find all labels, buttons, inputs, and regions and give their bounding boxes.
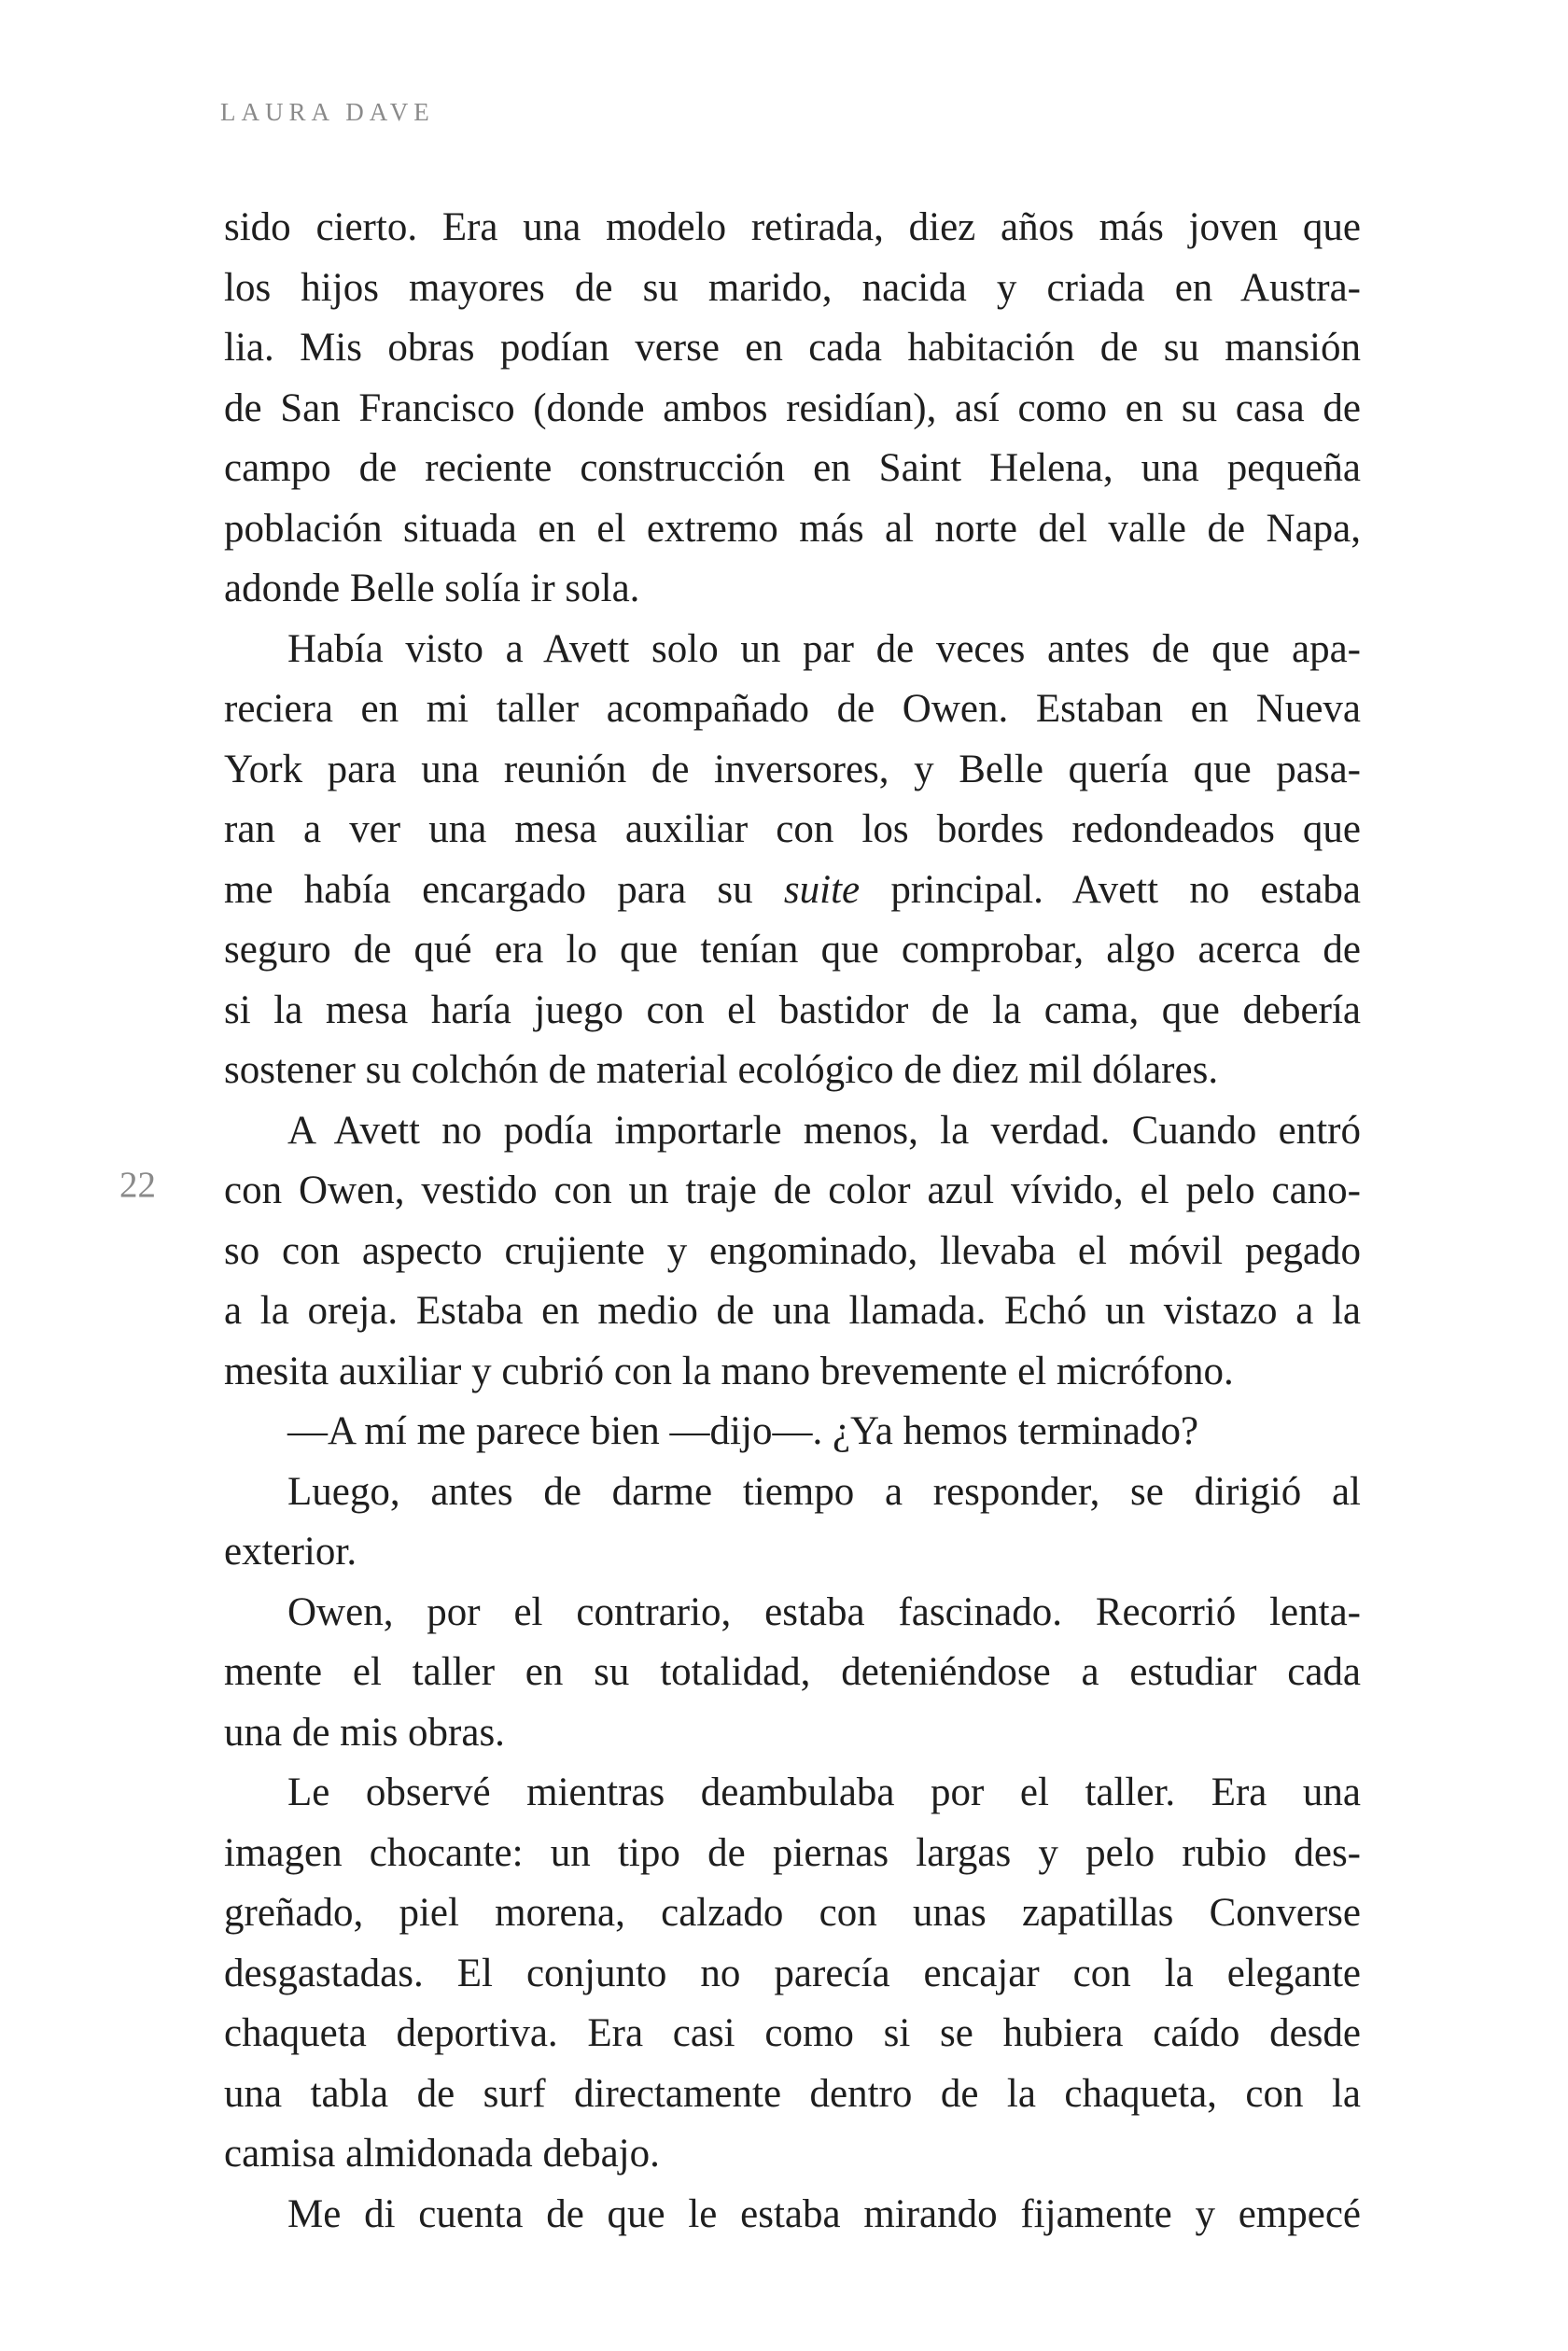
text-line: imagen chocante: un tipo de piernas largas y pelo rubio des- xyxy=(224,1830,1361,1875)
text-line: Me di cuenta de que le estaba mirando fijamente y empecé xyxy=(287,2191,1361,2236)
text-line: seguro de qué era lo que tenían que comprobar, algo acerca de xyxy=(224,928,1361,972)
text-line: lia. Mis obras podían verse en cada habitación de su mansión xyxy=(224,326,1361,370)
text-line: una de mis obras. xyxy=(224,1710,505,1755)
text-line: —A mí me parece bien —dijo—. ¿Ya hemos terminado? xyxy=(287,1409,1199,1453)
text-line: campo de reciente construcción en Saint Helena, una pequeña xyxy=(224,446,1361,490)
text-line: mente el taller en su totalidad, deteniéndose a estudiar cada xyxy=(224,1650,1361,1694)
text-line: Owen, por el contrario, estaba fascinado. Recorrió lenta- xyxy=(287,1589,1361,1634)
page-number: 22 xyxy=(119,1165,156,1205)
text-run: me había encargado para su xyxy=(224,867,784,912)
text-line: greñado, piel morena, calzado con unas zapatillas Converse xyxy=(224,1891,1361,1935)
running-head: LAURA DAVE xyxy=(220,98,435,126)
text-run: principal. Avett no estaba xyxy=(860,867,1361,912)
italic-word: suite xyxy=(783,867,861,912)
text-line: sido cierto. Era una modelo retirada, diez años más joven que xyxy=(224,205,1361,249)
text-line: reciera en mi taller acompañado de Owen. Estaban en Nueva xyxy=(224,687,1361,731)
text-line: Luego, antes de darme tiempo a responder, se dirigió al xyxy=(287,1469,1361,1514)
text-line: exterior. xyxy=(224,1530,357,1574)
text-line: so con aspecto crujiente y engominado, llevaba el móvil pegado xyxy=(224,1228,1361,1273)
text-line: sostener su colchón de material ecológico de diez mil dólares. xyxy=(224,1048,1219,1092)
text-line: a la oreja. Estaba en medio de una llamada. Echó un vistazo a la xyxy=(224,1289,1361,1333)
text-line: desgastadas. El conjunto no parecía encajar con la elegante xyxy=(224,1951,1361,1995)
body-text xyxy=(224,198,1361,2245)
text-line: de San Francisco (donde ambos residían), así como en su casa de xyxy=(224,385,1361,430)
text-line: si la mesa haría juego con el bastidor de la cama, que debería xyxy=(224,987,1361,1032)
text-line: población situada en el extremo más al norte del valle de Napa, xyxy=(224,506,1361,551)
text-line: adonde Belle solía ir sola. xyxy=(224,567,640,610)
text-line: Le observé mientras deambulaba por el taller. Era una xyxy=(287,1770,1361,1814)
text-line: los hijos mayores de su marido, nacida y criada en Austra- xyxy=(224,265,1361,310)
text-line: York para una reunión de inversores, y Belle quería que pasa- xyxy=(224,747,1361,791)
text-line: camisa almidonada debajo. xyxy=(224,2132,660,2176)
text-line: chaqueta deportiva. Era casi como si se hubiera caído desde xyxy=(224,2011,1361,2055)
text-line: mesita auxiliar y cubrió con la mano brevemente el micrófono. xyxy=(224,1349,1234,1393)
text-line: una tabla de surf directamente dentro de la chaqueta, con la xyxy=(224,2071,1361,2116)
text-line: ran a ver una mesa auxiliar con los bordes redondeados que xyxy=(224,807,1361,851)
text-line xyxy=(224,861,1361,921)
text-line: Había visto a Avett solo un par de veces antes de que apa- xyxy=(287,626,1361,671)
text-line: con Owen, vestido con un traje de color azul vívido, el pelo cano- xyxy=(224,1169,1361,1212)
text-line: A Avett no podía importarle menos, la verdad. Cuando entró xyxy=(287,1108,1361,1153)
